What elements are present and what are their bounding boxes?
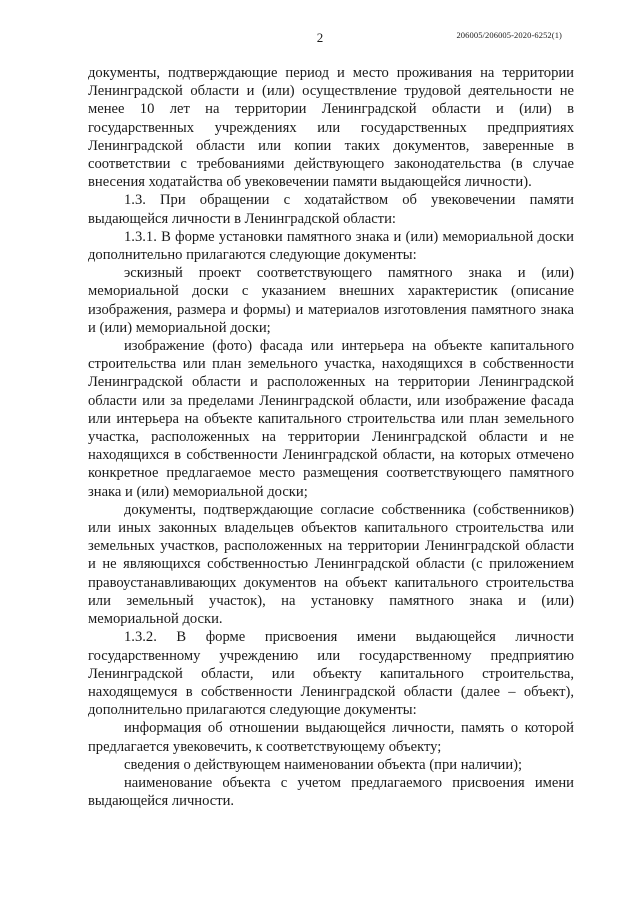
paragraph-facade-image: изображение (фото) фасада или интерьера на объекте капитального строительства или план земельного участка, находящихся в собственности Ленинградской области и расположенных на территории Ленинградской области или за пределами Ленинградской области, или изображение фасада или интерьера на объекте капитального строительства или план земельного участка, расположенных на территории Ленинградской области и не находящихся в собственности Ленинградской области, на которых отмечено конкретное предлагаемое место размещения соответствующего памятного знака и (или) мемориальной доски; [88, 338, 574, 500]
document-body [88, 64, 574, 810]
paragraph-1-3-2: 1.3.2. В форме присвоения имени выдающейся личности государственному учреждению или государственному предприятию Ленинградской области, или объекту капитального строительства, находящемуся в собственности Ленинградской области (далее – объект), дополнительно прилагаются следующие документы: [88, 629, 574, 719]
paragraph-relation-info: информация об отношении выдающейся личности, память о которой предлагается увековечить, к соответствующему объекту; [88, 720, 574, 755]
paragraph-1-3: 1.3. При обращении с ходатайством об увековечении памяти выдающейся личности в Ленинградской области: [88, 192, 574, 227]
paragraph-proposed-name: наименование объекта с учетом предлагаемого присвоения имени выдающейся личности. [88, 774, 574, 810]
page-number: 2 [316, 30, 324, 45]
paragraph-current-name: сведения о действующем наименовании объекта (при наличии); [124, 756, 523, 773]
paragraph-residence-documents: документы, подтверждающие период и место проживания на территории Ленинградской области и (или) осуществление трудовой деятельности не менее 10 лет на территории Ленинградской области и (или) в государственных учреждениях или государственных предприятиях Ленинградской области или копии таких документов, заверенные в соответствии с требованиями действующего законодательства (в случае внесения ходатайства об увековечении памяти выдающейся личности). [88, 65, 574, 191]
paragraph-1-3-1: 1.3.1. В форме установки памятного знака и (или) мемориальной доски дополнительно прилагаются следующие документы: [88, 228, 574, 264]
document-code: 206005/206005-2020-6252(1) [456, 30, 562, 40]
paragraph-sketch-project: эскизный проект соответствующего памятного знака и (или) мемориальной доски с указанием внешних характеристик (описание изображения, размера и формы) и материалов изготовления памятного знака и (или) мемориальной доски; [88, 265, 574, 336]
paragraph-owner-consent: документы, подтверждающие согласие собственника (собственников) или иных законных владельцев объектов капитального строительства или земельных участков, расположенных на территории Ленинградской области и не являющихся собственностью Ленинградской области (с приложением правоустанавливающих документов на объект капитального строительства или земельный участок), на установку памятного знака и (или) мемориальной доски. [88, 501, 574, 628]
